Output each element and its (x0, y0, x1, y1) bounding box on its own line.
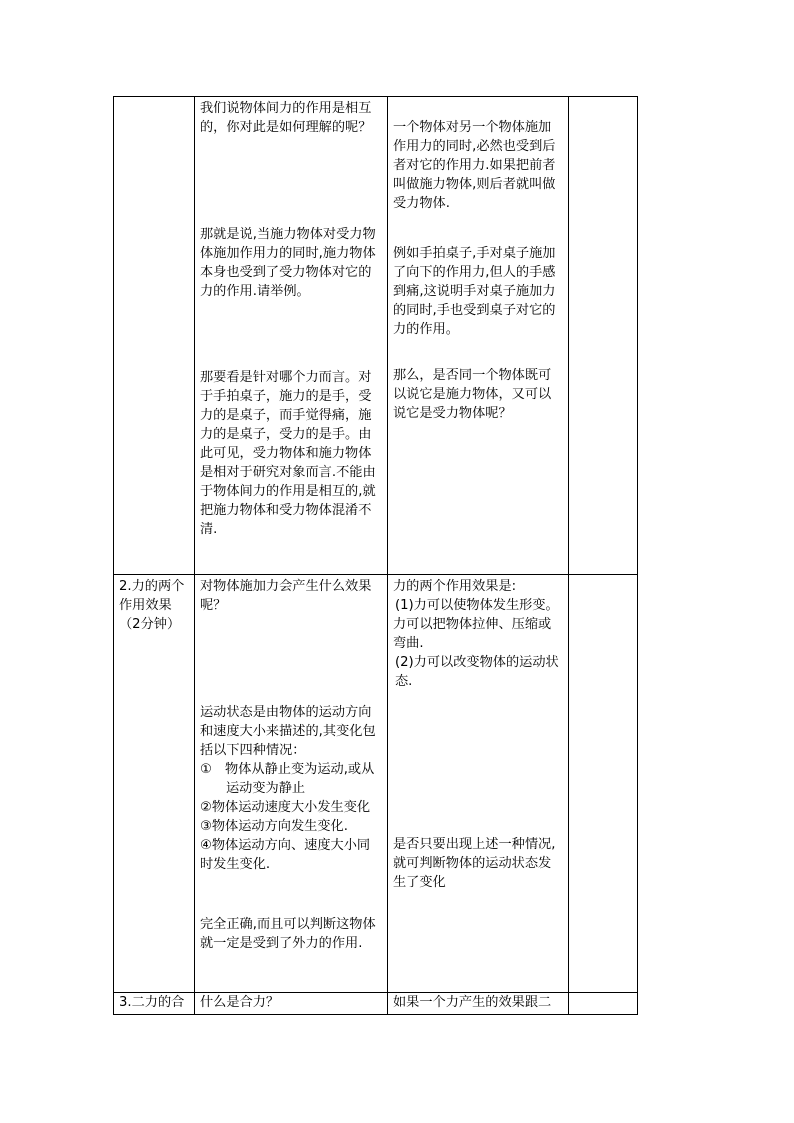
list-item: ④物体运动方向、速度大小同时发生变化. (200, 838, 371, 872)
stage-label: 2.力的两个作用效果（2分钟） (119, 579, 185, 632)
student-text: 力可以把物体拉伸、压缩或弯曲. (393, 617, 552, 651)
stage-cell: 3.二力的合 (114, 993, 195, 1015)
stage-cell (114, 97, 195, 575)
notes-cell (569, 97, 638, 575)
teacher-text: 那就是说,当施力物体对受力物体施加作用力的同时,施力物体本身也受到了受力物体对它的力的作用.请举例。 (200, 227, 376, 299)
list-item: ③物体运动方向发生变化. (200, 819, 348, 834)
list-item: ① 物体从静止变为运动,或从运动变为静止 (200, 762, 375, 796)
teacher-text: 我们说物体间力的作用是相互的，你对此是如何理解的呢？ (200, 101, 372, 135)
student-text: (1)力可以使物体发生形变。 (395, 598, 559, 613)
notes-cell (569, 575, 638, 993)
lesson-table (113, 96, 638, 1015)
notes-cell (569, 993, 638, 1015)
student-cell (388, 575, 569, 993)
table-row (114, 993, 638, 1015)
teacher-cell (195, 97, 388, 575)
table-row (114, 575, 638, 993)
table-row (114, 97, 638, 575)
stage-cell (114, 575, 195, 993)
student-cell: 如果一个力产生的效果跟二 (388, 993, 569, 1015)
teacher-text: 对物体施加力会产生什么效果呢？ (200, 579, 372, 613)
teacher-text: 那要看是针对哪个力而言。对于手拍桌子，施力的是手，受力的是桌子，而手觉得痛，施力的是桌子，受力的是手。由此可见，受力物体和施力物体是相对于研究对象而言.不能由于物体间力的作用是相互的,就把施力物体和受力物体混淆不清. (200, 370, 376, 537)
list-item: ②物体运动速度大小发生变化 (200, 800, 371, 815)
student-text: 一个物体对另一个物体施加作用力的同时,必然也受到后者对它的作用力.如果把前者叫做施力物体,则后者就叫做受力物体. (393, 120, 556, 211)
teacher-cell (195, 575, 388, 993)
teacher-cell: 什么是合力？ (195, 993, 388, 1015)
student-cell (388, 97, 569, 575)
student-text: 力的两个作用效果是: (393, 579, 517, 594)
student-text: 例如手拍桌子,手对桌子施加了向下的作用力,但人的手感到痛,这说明手对桌子施加力的同时,手也受到桌子对它的力的作用。 (393, 246, 556, 337)
teacher-text: 完全正确,而且可以判断这物体就一定是受到了外力的作用. (200, 917, 376, 951)
student-text: 是否只要出现上述一种情况,就可判断物体的运动状态发生了变化 (393, 837, 556, 890)
teacher-text: 运动状态是由物体的运动方向和速度大小来描述的,其变化包括以下四种情况： (200, 705, 376, 758)
student-text: (2)力可以改变物体的运动状态. (395, 655, 559, 689)
student-text: 那么，是否同一个物体既可以说它是施力物体，又可以说它是受力物体呢？ (393, 368, 552, 421)
